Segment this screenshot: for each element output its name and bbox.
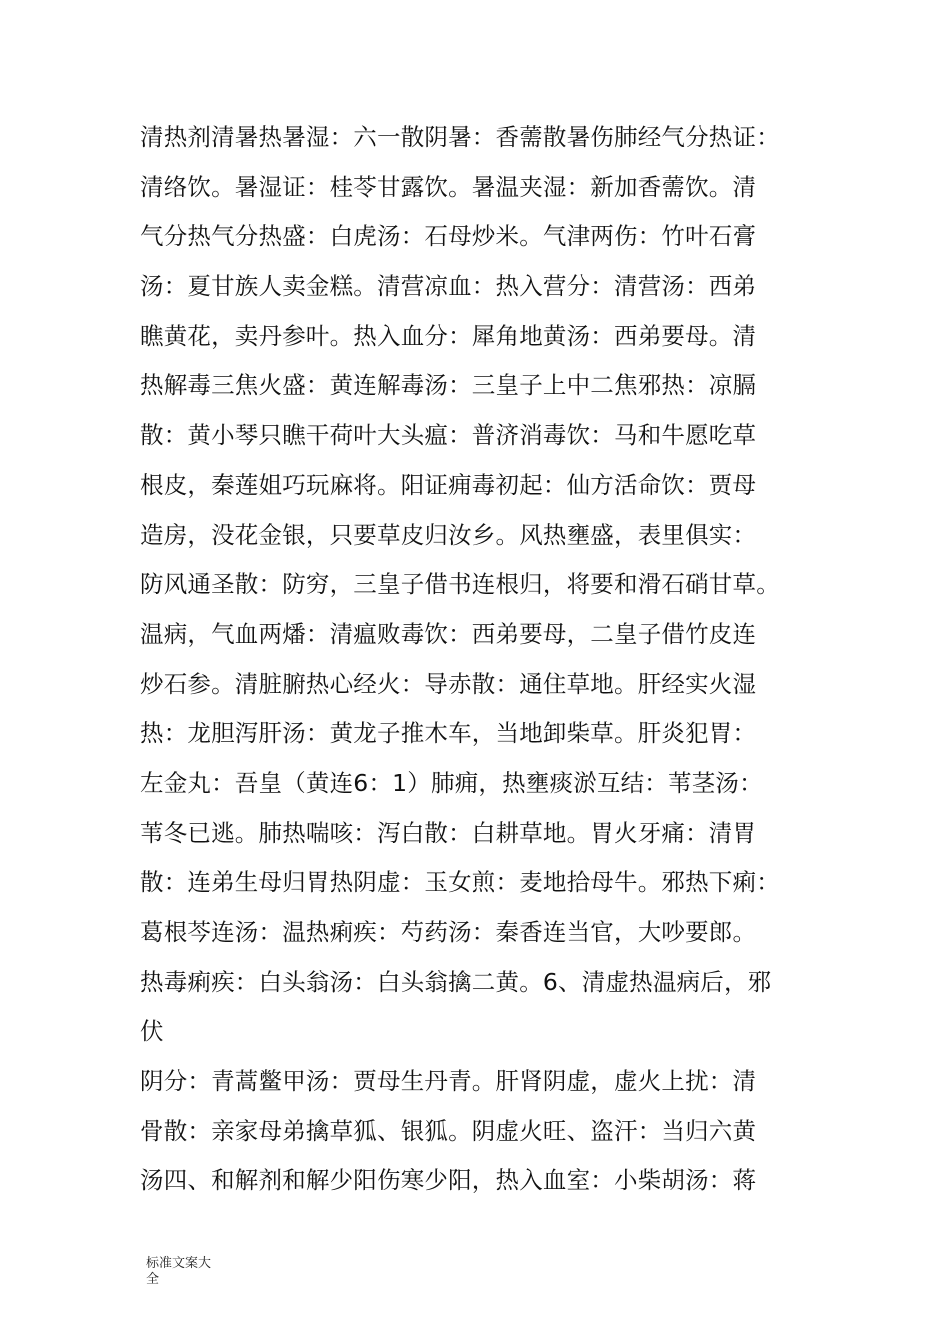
text-line: 造房，没花金银，只要草皮归汝乡。风热壅盛，表里俱实： bbox=[140, 520, 757, 549]
text-line: 防风通圣散：防穷，三皇子借书连根归，将要和滑石硝甘草。 bbox=[140, 570, 780, 599]
text-line: 汤：夏甘族人卖金糕。清营凉血：热入营分：清营汤：西弟 bbox=[140, 272, 757, 301]
text-line: 气分热气分热盛：白虎汤：石母炒米。气津两伤：竹叶石膏 bbox=[140, 222, 757, 251]
text-line: 瞧黄花，卖丹参叶。热入血分：犀角地黄汤：西弟要母。清 bbox=[140, 321, 757, 350]
text-line: 热：龙胆泻肝汤：黄龙子推木车，当地卸柴草。肝炎犯胃： bbox=[140, 719, 757, 748]
text-line: 苇冬已逃。肺热喘咳：泻白散：白耕草地。胃火牙痛：清胃 bbox=[140, 818, 757, 847]
text-line: 散：黄小琴只瞧干荷叶大头瘟：普济消毒饮：马和牛愿吃草 bbox=[140, 421, 757, 450]
text-line: 热毒痢疾：白头翁汤：白头翁擒二黄。6、清虚热温病后，邪 bbox=[140, 967, 772, 996]
text-line: 阴分：青蒿鳖甲汤：贾母生丹青。肝肾阴虚，虚火上扰：清 bbox=[140, 1067, 757, 1096]
footer-text-line-1: 标准文案大 bbox=[146, 1256, 212, 1271]
text-line: 左金丸：吾皇（黄连6：1）肺痈，热壅痰淤互结：苇茎汤： bbox=[140, 768, 763, 797]
text-line: 清络饮。暑湿证：桂苓甘露饮。暑温夹湿：新加香薷饮。清 bbox=[140, 172, 757, 201]
footer-text-line-2: 全 bbox=[146, 1272, 160, 1287]
text-line: 温病，气血两燔：清瘟败毒饮：西弟要母，二皇子借竹皮连 bbox=[140, 619, 757, 648]
text-line: 葛根芩连汤：温热痢疾：芍药汤：秦香连当官，大吵要郎。 bbox=[140, 918, 757, 946]
text-line: 炒石参。清脏腑热心经火：导赤散：通住草地。肝经实火湿 bbox=[140, 669, 757, 698]
page-footer bbox=[146, 1256, 236, 1288]
body-text bbox=[140, 113, 830, 1206]
text-line: 散：连弟生母归胃热阴虚：玉女煎：麦地拾母牛。邪热下痢： bbox=[140, 868, 780, 897]
text-line: 骨散：亲家母弟擒草狐、银狐。阴虚火旺、盗汗：当归六黄 bbox=[140, 1116, 757, 1145]
text-line: 伏 bbox=[140, 1017, 164, 1046]
text-line: 根皮，秦莲姐巧玩麻将。阳证痈毒初起：仙方活命饮：贾母 bbox=[140, 470, 757, 499]
text-line: 汤四、和解剂和解少阳伤寒少阳，热入血室：小柴胡汤：蒋 bbox=[140, 1166, 757, 1195]
text-line: 热解毒三焦火盛：黄连解毒汤：三皇子上中二焦邪热：凉膈 bbox=[140, 371, 757, 400]
text-line: 清热剂清暑热暑湿：六一散阴暑：香薷散暑伤肺经气分热证： bbox=[140, 123, 780, 151]
